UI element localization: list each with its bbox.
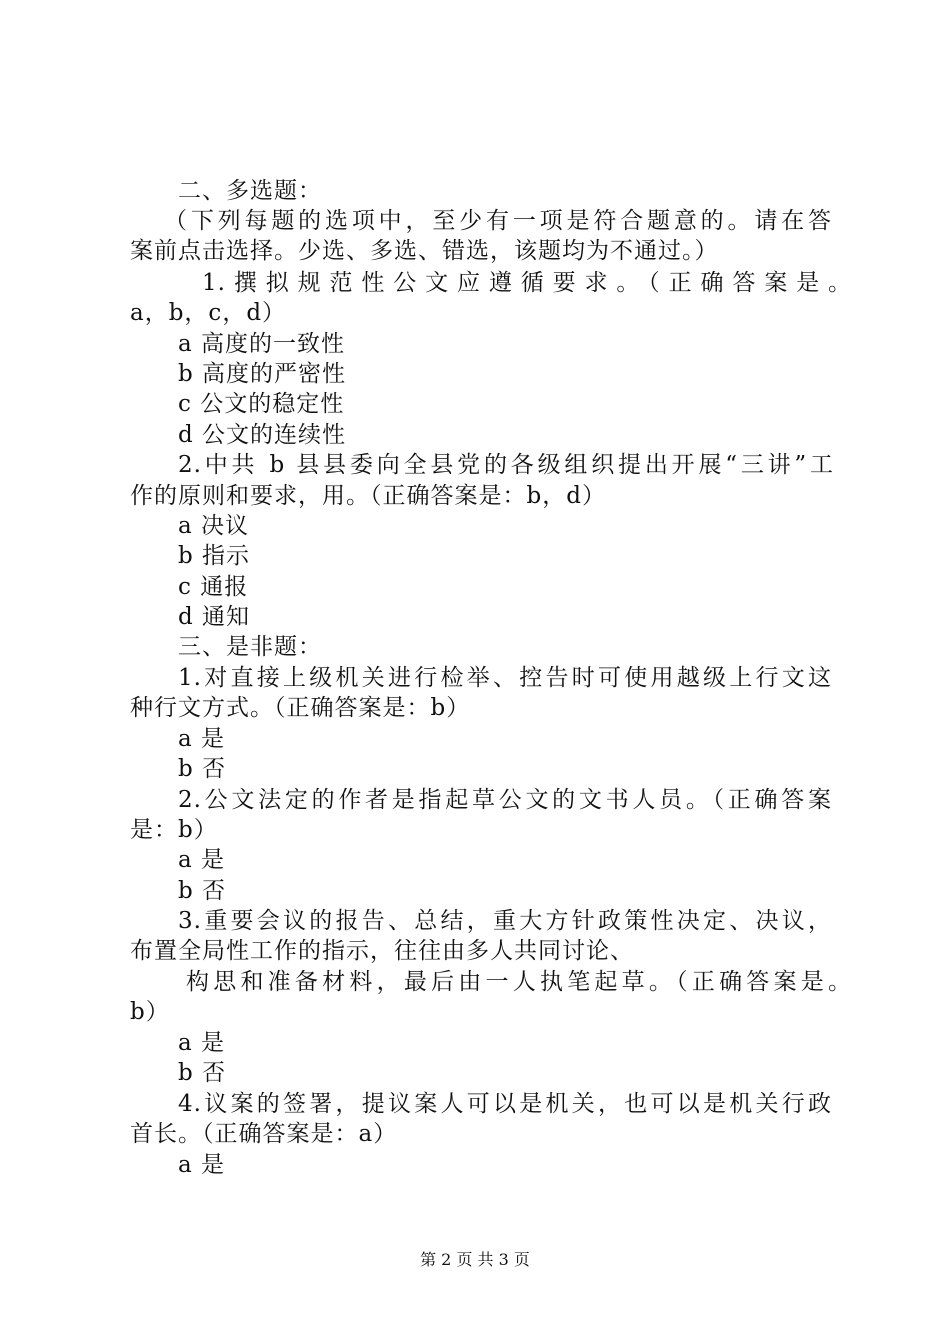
option-line: d 通知 <box>178 604 251 630</box>
instruction-line: 案前点击选择。少选、多选、错选，该题均为不通过。） <box>130 238 719 264</box>
section-heading-true-false: 三、是非题： <box>178 634 322 660</box>
question-line: 2.中共 b 县县委向全县党的各级组织提出开展“三讲”工 <box>178 452 834 478</box>
question-line: 作的原则和要求，用。（正确答案是：b，d） <box>130 483 606 509</box>
option-line: a 是 <box>178 847 226 873</box>
option-line: b 高度的严密性 <box>178 361 347 387</box>
option-line: a 是 <box>178 1030 226 1056</box>
option-line: b 否 <box>178 878 227 904</box>
instruction-line: （下列每题的选项中，至少有一项是符合题意的。请在答 <box>164 208 832 234</box>
question-line: 构思和准备材料，最后由一人执笔起草。（正确答案是。 <box>186 969 852 995</box>
question-line: 4.议案的签署，提议案人可以是机关，也可以是机关行政 <box>178 1091 832 1117</box>
question-line: 是：b） <box>130 817 218 843</box>
question-line: 首长。（正确答案是：a） <box>130 1121 398 1147</box>
question-line: 1.对直接上级机关进行检举、控告时可使用越级上行文这 <box>178 665 832 691</box>
option-line: b 否 <box>178 1060 227 1086</box>
option-line: a 高度的一致性 <box>178 331 346 357</box>
option-line: d 公文的连续性 <box>178 422 347 448</box>
question-line: 2.公文法定的作者是指起草公文的文书人员。（正确答案 <box>178 787 832 813</box>
question-line: 种行文方式。（正确答案是：b） <box>130 695 471 721</box>
question-line: b） <box>130 999 170 1025</box>
option-line: c 公文的稳定性 <box>178 391 345 417</box>
option-line: b 否 <box>178 756 227 782</box>
question-line: 1.撰拟规范性公文应遵循要求。（正确答案是。 <box>202 270 852 296</box>
option-line: a 是 <box>178 726 226 752</box>
page-number-footer: 第 2 页 共 3 页 <box>420 1250 530 1269</box>
question-line: a，b，c，d） <box>130 300 287 326</box>
question-line: 布置全局性工作的指示，往往由多人共同讨论、 <box>130 938 634 964</box>
option-line: c 通报 <box>178 574 249 600</box>
question-line: 3.重要会议的报告、总结，重大方针政策性决定、决议， <box>178 908 832 934</box>
option-line: b 指示 <box>178 543 251 569</box>
section-heading-multiple-choice: 二、多选题： <box>178 178 322 204</box>
option-line: a 是 <box>178 1152 226 1178</box>
option-line: a 决议 <box>178 513 250 539</box>
